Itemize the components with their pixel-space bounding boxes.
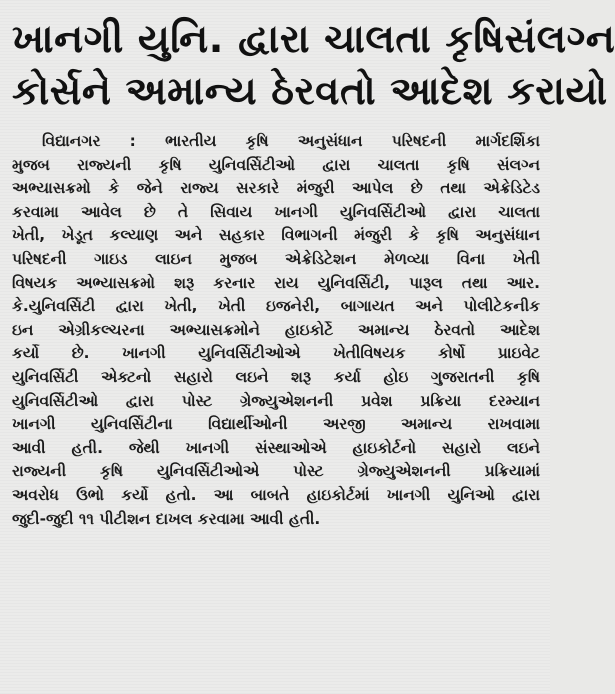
body-line-3: અભ્યાસક્રમો કે જેને રાજ્ય સરકારે મંજુરી આપેલ છે તથા એક્રેડિટેડ — [12, 179, 540, 198]
body-line-6: પરિષદની ગાઇડ લાઇન મુજબ એક્રેડિટેશન મેળવ્યા વિના ખેતી — [12, 249, 540, 268]
dateline: વિદ્યાનગર : — [42, 132, 136, 150]
body-line-9: ઇન એગ્રીકલ્ચરના અભ્યાસક્રમોને હાઇકોર્ટે અમાન્ય ઠેરવતો આદેશ — [12, 320, 540, 339]
headline — [12, 14, 615, 118]
headline-line-1: ખાનગી યુનિ. દ્વારા ચાલતા કૃષિસંલગ્ન — [12, 17, 615, 62]
body-line-8: કે.યુનિવર્સિટી દ્વારા ખેતી, ખેતી ઇજનેરી, બાગાયત અને પોલીટેકનીક — [12, 297, 540, 316]
body-line-1 — [12, 130, 540, 154]
headline-line-2: કોર્સને અમાન્ય ઠેરવતો આદેશ કરાયો — [12, 69, 608, 114]
body-line-11: યુનિવર્સિટી એક્ટનો સહારો લઇને શરૂ કર્યા હોઇ ગુજરાતની કૃષિ — [12, 367, 540, 386]
body-line-12: યુનિવર્સિટીઓ દ્વારા પોસ્ટ ગ્રેજ્યુએશનની પ્રવેશ પ્રક્રિયા દરમ્યાન — [12, 391, 540, 410]
body-line-2: મુજબ રાજ્યની કૃષિ યુનિવર્સિટીઓ દ્વારા ચાલતા કૃષિ સંલગ્ન — [12, 155, 540, 174]
body-line-15: રાજ્યની કૃષિ યુનિવર્સિટીઓએ પોસ્ટ ગ્રેજ્યુએશનની પ્રક્રિયામાં — [12, 462, 540, 481]
body-line-7: વિષયક અભ્યાસક્રમો શરૂ કરનાર રાય યુનિવર્સિટી, પારૂલ તથા આર. — [12, 273, 540, 292]
body-line-4: કરવામા આવેલ છે તે સિવાય ખાનગી યુનિવર્સિટીઓ દ્વારા ચાલતા — [12, 202, 540, 221]
body-line-16: અવરોધ ઉભો કર્યો હતો. આ બાબતે હાઇકોર્ટમાં ખાનગી યુનિઓ દ્વારા — [12, 485, 540, 504]
body-line-10: કર્યો છે. ખાનગી યુનિવર્સિટીઓએ ખેતીવિષયક કોર્ષો પ્રાઇવેટ — [12, 344, 540, 363]
body-line-1-text: ભારતીય કૃષિ અનુસંધાન પરિષદની માર્ગદર્શિકા — [165, 132, 541, 150]
article-body — [12, 130, 540, 531]
body-line-17: જુદી-જુદી ૧૧ પીટીશન દાખલ કરવામા આવી હતી. — [12, 509, 321, 528]
body-line-5: ખેતી, ખેડૂત કલ્યાણ અને સહકાર વિભાગની મંજુરી કે કૃષિ અનુસંધાન — [12, 226, 540, 245]
body-line-13: ખાનગી યુનિવર્સિટીના વિદ્યાર્થીઓની અરજી અમાન્ય રાખવામા — [12, 415, 540, 434]
body-line-14: આવી હતી. જેથી ખાનગી સંસ્થાઓએ હાઇકોર્ટનો સહારો લઇને — [12, 438, 540, 457]
